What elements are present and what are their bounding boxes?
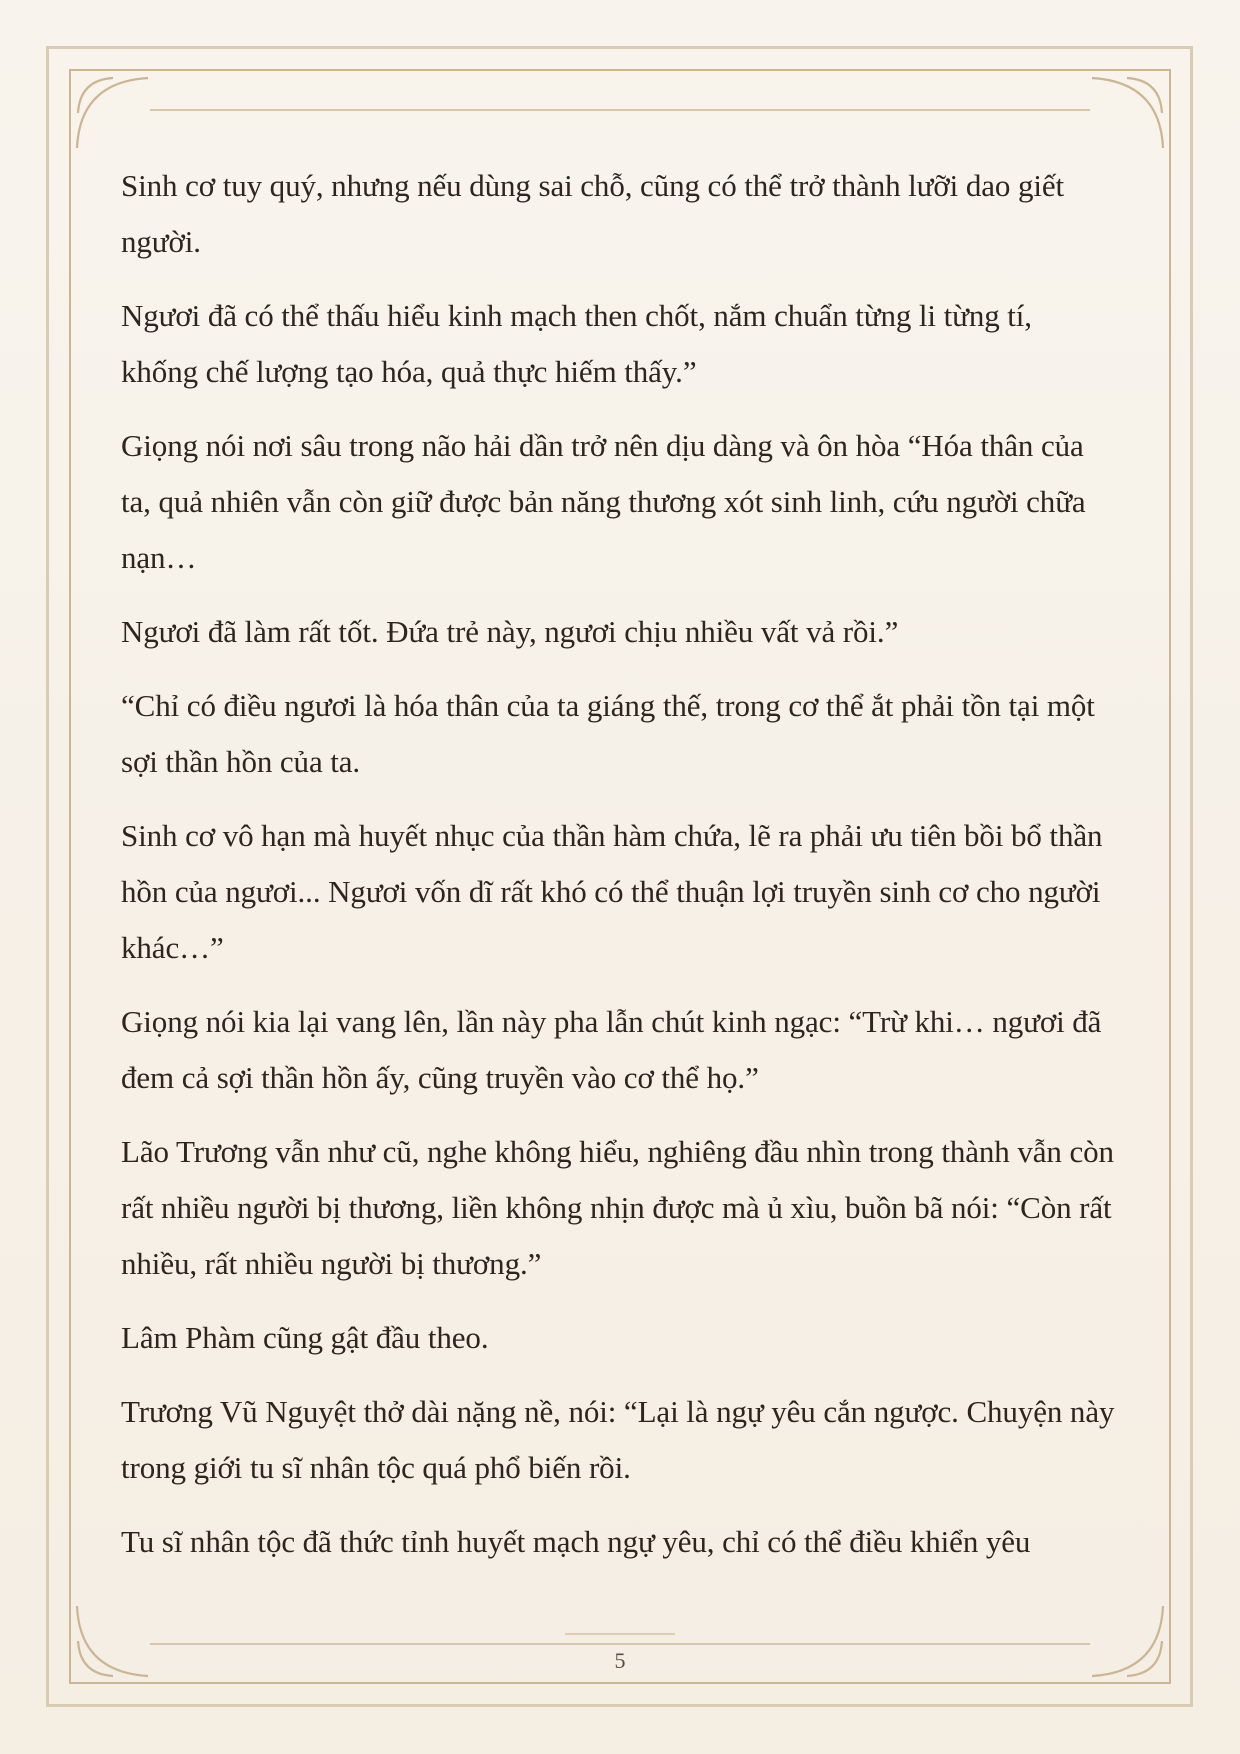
paragraph: Lão Trương vẫn như cũ, nghe không hiểu, nghiêng đầu nhìn trong thành vẫn còn rất nhiều người bị thương, liền không nhịn được mà ủ xìu, buồn bã nói: “Còn rất nhiều, rất nhiều người bị thương.”: [121, 1134, 1114, 1281]
page-number: 5: [614, 1648, 626, 1673]
paragraph: Ngươi đã làm rất tốt. Đứa trẻ này, ngươi chịu nhiều vất vả rồi.”: [121, 614, 899, 649]
corner-ornament-top-left-icon: [72, 72, 162, 162]
corner-ornament-bottom-left-icon: [72, 1592, 162, 1682]
header-rule: [150, 109, 1090, 111]
corner-ornament-top-right-icon: [1078, 72, 1168, 162]
footer-short-rule: [565, 1633, 675, 1635]
paragraph: Giọng nói nơi sâu trong não hải dần trở nên dịu dàng và ôn hòa “Hóa thân của ta, quả nhiên vẫn còn giữ được bản năng thương xót sinh linh, cứu người chữa nạn…: [121, 428, 1086, 575]
paragraph: Sinh cơ tuy quý, nhưng nếu dùng sai chỗ, cũng có thể trở thành lưỡi dao giết người.: [121, 168, 1065, 259]
page-body-text: [121, 158, 1115, 1588]
paragraph: “Chỉ có điều ngươi là hóa thân của ta giáng thế, trong cơ thể ắt phải tồn tại một sợi thần hồn của ta.: [121, 688, 1095, 779]
paragraph: Giọng nói kia lại vang lên, lần này pha lẫn chút kinh ngạc: “Trừ khi… ngươi đã đem cả sợi thần hồn ấy, cũng truyền vào cơ thể họ.”: [121, 1004, 1102, 1095]
paragraph: Sinh cơ vô hạn mà huyết nhục của thần hàm chứa, lẽ ra phải ưu tiên bồi bổ thần hồn của ngươi... Ngươi vốn dĩ rất khó có thể thuận lợi truyền sinh cơ cho người khác…”: [121, 818, 1103, 965]
footer-rule: [150, 1643, 1090, 1645]
paragraph: Ngươi đã có thể thấu hiểu kinh mạch then chốt, nắm chuẩn từng li từng tí, khống chế lượng tạo hóa, quả thực hiếm thấy.”: [121, 298, 1032, 389]
paragraph: Tu sĩ nhân tộc đã thức tỉnh huyết mạch ngự yêu, chỉ có thể điều khiển yêu: [121, 1524, 1031, 1559]
corner-ornament-bottom-right-icon: [1078, 1592, 1168, 1682]
paragraph: Lâm Phàm cũng gật đầu theo.: [121, 1320, 489, 1355]
paragraph: Trương Vũ Nguyệt thở dài nặng nề, nói: “Lại là ngự yêu cắn ngược. Chuyện này trong giới tu sĩ nhân tộc quá phổ biến rồi.: [121, 1394, 1115, 1485]
